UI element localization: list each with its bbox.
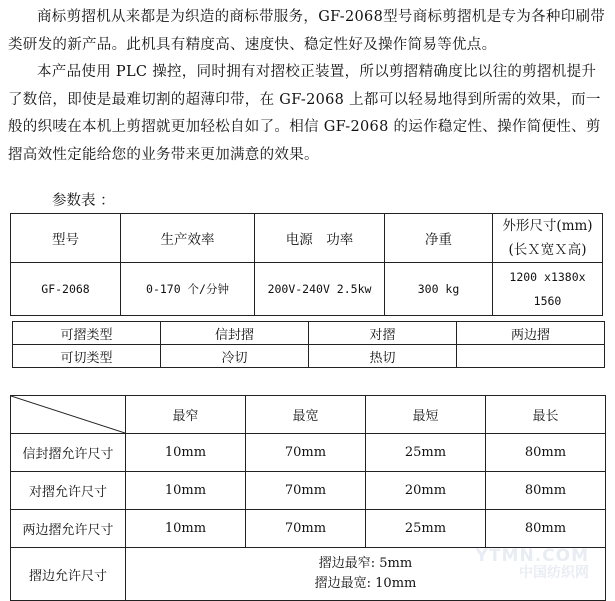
size-cell: 80mm [486, 472, 606, 510]
edge-fold-label: 摺边允许尺寸 [11, 548, 126, 601]
spec-model: GF-2068 [11, 263, 121, 316]
spec-power: 200V-240V 2.5kw [255, 263, 385, 316]
diagonal-header-cell [11, 396, 126, 434]
intro-text [8, 4, 608, 169]
size-cell: 80mm [486, 434, 606, 472]
size-cell: 10mm [126, 472, 246, 510]
cut-type-cold: 冷切 [161, 345, 309, 368]
size-cell: 10mm [126, 434, 246, 472]
size-row-label: 对摺允许尺寸 [11, 472, 126, 510]
spec-header-dimensions-line1: 外形尺寸(mm) [502, 218, 593, 234]
params-label: 参数表 ： [52, 193, 115, 209]
cut-type-label: 可切类型 [13, 345, 161, 368]
spec-dimensions [493, 263, 603, 316]
fold-type-center: 对摺 [309, 322, 457, 345]
size-cell: 20mm [366, 472, 486, 510]
cut-type-empty [457, 345, 605, 368]
spec-header-dimensions [493, 214, 603, 263]
fold-type-envelope: 信封摺 [161, 322, 309, 345]
size-cell: 70mm [246, 472, 366, 510]
size-header-narrowest: 最窄 [126, 396, 246, 434]
watermark-line-1: YTMN.COM [475, 546, 589, 566]
spec-efficiency: 0-170 个/分钟 [121, 263, 255, 316]
size-row-label: 两边摺允许尺寸 [11, 510, 126, 548]
diagonal-line [11, 396, 125, 433]
size-cell: 25mm [366, 434, 486, 472]
type-table [12, 321, 605, 368]
size-cell: 70mm [246, 434, 366, 472]
spec-header-weight: 净重 [385, 214, 493, 263]
spec-header-power: 电源 功率 [255, 214, 385, 263]
spec-dimensions-line1: 1200 x1380x [509, 270, 586, 284]
size-header-shortest: 最短 [366, 396, 486, 434]
spec-header-model: 型号 [11, 214, 121, 263]
spec-header-efficiency: 生产效率 [121, 214, 255, 263]
watermark-line-2: 中国纺织网 [519, 565, 589, 581]
fold-type-end: 两边摺 [457, 322, 605, 345]
spec-table [10, 213, 603, 316]
fold-type-label: 可摺类型 [13, 322, 161, 345]
spec-header-dimensions-line2: (长Ｘ宽Ｘ高) [508, 242, 587, 258]
size-header-widest: 最宽 [246, 396, 366, 434]
edge-fold-narrowest: 摺边最窄: 5mm [318, 556, 413, 571]
size-cell: 80mm [486, 510, 606, 548]
spec-weight: 300 kg [385, 263, 493, 316]
size-header-longest: 最长 [486, 396, 606, 434]
size-cell: 70mm [246, 510, 366, 548]
size-row-label: 信封摺允许尺寸 [11, 434, 126, 472]
edge-fold-widest: 摺边最宽: 10mm [314, 576, 417, 591]
spec-dimensions-line2: 1560 [533, 294, 562, 308]
cut-type-hot: 热切 [309, 345, 457, 368]
size-cell: 25mm [366, 510, 486, 548]
intro-paragraph-1: 商标剪摺机从来都是为织造的商标带服务，GF-2068型号商标剪摺机是专为各种印刷带类研发的新产品。此机具有精度高、速度快、稳定性好及操作简易等优点。 [8, 9, 606, 53]
size-cell: 10mm [126, 510, 246, 548]
intro-paragraph-2: 本产品使用 PLC 操控，同时拥有对摺校正装置，所以剪摺精确度比以往的剪摺机提升了数倍，即使是最难切割的超薄印带，在 GF-2068 上都可以轻易地得到所需的效果，而一般的织唛在本机上剪摺就更加轻松自如了。相信 GF-2068 的运作稳定性、操作简便性、剪摺高效性定能给您的业务带来更加满意的效果。 [8, 64, 601, 163]
watermark-logo [476, 548, 589, 582]
